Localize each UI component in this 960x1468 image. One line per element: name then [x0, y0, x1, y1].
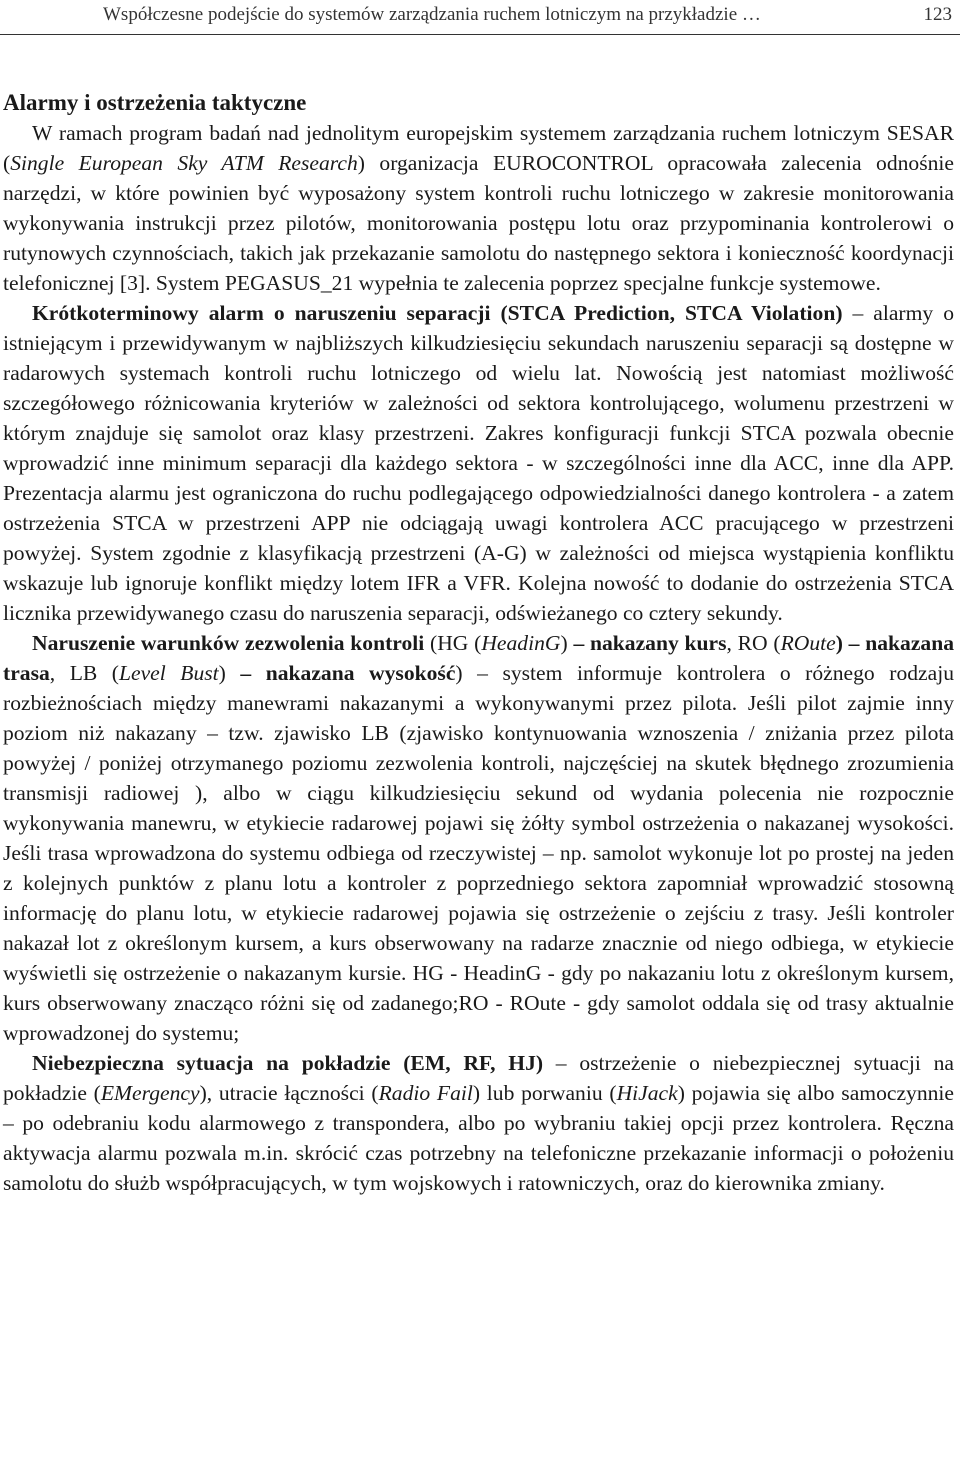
- page-content: [3, 88, 954, 1198]
- paragraph-clearance-s3: HeadinG: [481, 631, 561, 655]
- paragraph-emergency-s1: – ostrzeżenie o niebezpiecznej sytuacji na pokładzie (: [3, 1051, 954, 1105]
- paragraph-clearance-s7: ROute: [780, 631, 836, 655]
- paragraph-emergency-s7: ) pojawia się albo samoczynnie – po odebraniu kodu alarmowego z transpondera, albo po wybraniu takiej opcji przez kontrolera. Ręczna aktywacja alarmu pozwala m.in. skrócić czas potrzebny na telefoniczne przekazanie informacji o położeniu samolotu do służb współpracujących, w tym wojskowych i ratowniczych, oraz do kierownika zmiany.: [3, 1081, 955, 1195]
- paragraph-emergency-s5: ) lub porwaniu (: [472, 1081, 617, 1105]
- paragraph-clearance-s8: ) – nakazana trasa: [3, 631, 955, 685]
- page-number: 123: [923, 4, 952, 25]
- paragraph-clearance-s12: – nakazana wysokość: [240, 661, 456, 685]
- paragraph-sesar-text-a: W ramach program badań nad jednolitym europejskim systemem zarządzania ruchem lotniczym SESAR (: [3, 121, 954, 175]
- running-header-title: Współczesne podejście do systemów zarządzania ruchem lotniczym na przykładzie …: [103, 4, 761, 25]
- paragraph-emergency-s4: Radio Fail: [378, 1081, 473, 1105]
- running-header: [0, 0, 960, 35]
- paragraph-sesar-italic: Single European Sky ATM Research: [10, 151, 358, 175]
- paragraph-sesar-text-c: ) organizacja EUROCONTROL opracowała zalecenia odnośnie narzędzi, w które powinien być wyposażony system kontroli ruchu lotniczego w zakresie monitorowania wykonywania instrukcji przez pilotów, monitorowania postępu lotu oraz przypominania kontrolerowi o rutynowych czynnościach, takich jak przekazanie samolotu do następnego sektora i konieczność koordynacji telefonicznej [3]. System PEGASUS_21 wypełnia te zalecenia poprzez specjalne funkcje systemowe.: [3, 151, 954, 295]
- paragraph-clearance-term: Naruszenie warunków zezwolenia kontroli: [32, 631, 425, 655]
- paragraph-clearance-s5: – nakazany kurs: [573, 631, 727, 655]
- paragraph-clearance-s10: Level Bust: [119, 661, 219, 685]
- paragraph-emergency-term: Niebezpieczna sytuacja na pokładzie (EM, RF, HJ): [32, 1051, 544, 1075]
- paragraph-clearance-s6: , RO (: [726, 631, 781, 655]
- paragraph-emergency-s6: HiJack: [616, 1081, 678, 1105]
- paragraph-clearance-s2: (HG (: [424, 631, 482, 655]
- paragraph-clearance-s9: , LB (: [49, 661, 119, 685]
- paragraph-stca-text: – alarmy o istniejącym i przewidywanym w najbliższych kilkudziesięciu sekundach naruszeniu separacji są dostępne w radarowych systemach kontroli ruchu lotniczego od wielu lat. Nowością jest natomiast możliwość szczegółowego różnicowania kryteriów w zależności od sektora kontrolującego, wolumenu przestrzeni w którym znajduje się samolot oraz klasy przestrzeni. Zakres konfiguracji funkcji STCA pozwala obecnie wprowadzić inne minimum separacji dla każdego sektora - w szczególności inne dla ACC, inne dla APP. Prezentacja alarmu jest ograniczona do ruchu podlegającego odpowiedzialności danego kontrolera - a zatem ostrzeżenia STCA w przestrzeni APP nie odciągają uwagi kontrolera ACC pracującego w przestrzeni powyżej. System zgodnie z klasyfikacją przestrzeni (A-G) w zależności od miejsca wystąpienia konfliktu wskazuje lub ignoruje konflikt między lotem IFR a VFR. Kolejna nowość to dodanie do ostrzeżenia STCA licznika przewidywanego czasu do naruszenia separacji, odświeżanego co cztery sekundy.: [3, 301, 954, 625]
- paragraph-emergency-s3: ), utracie łączności (: [199, 1081, 379, 1105]
- paragraph-emergency-s2: EMergency: [100, 1081, 200, 1105]
- paragraph-stca-term: Krótkoterminowy alarm o naruszeniu separacji (STCA Prediction, STCA Violation): [32, 301, 843, 325]
- paragraph-clearance: [3, 628, 954, 1048]
- section-heading: Alarmy i ostrzeżenia taktyczne: [3, 90, 307, 115]
- paragraph-stca: [3, 298, 954, 628]
- paragraph-clearance-s4: ): [560, 631, 574, 655]
- paragraph-emergency: [3, 1048, 954, 1198]
- paragraph-clearance-s11: ): [218, 661, 241, 685]
- paragraph-sesar: [3, 118, 954, 298]
- paragraph-clearance-s13: ) – system informuje kontrolera o różnego rodzaju rozbieżnościach między manewrami nakazanymi a wykonywanymi przez pilota. Jeśli pilot zajmie inny poziom niż nakazany – tzw. zjawisko LB (zjawisko kontynuowania wznoszenia / zniżania przez pilota powyżej / poniżej otrzymanego poziomu zezwolenia kontroli, najczęściej na skutek błędnego zrozumienia transmisji radiowej ), albo w ciągu kilkudziesięciu sekund od wydania polecenia nie rozpocznie wykonywania manewru, w etykiecie radarowej pojawi się żółty symbol ostrzeżenia o nakazanej wysokości. Jeśli trasa wprowadzona do systemu odbiega od rzeczywistej – np. samolot wykonuje lot po prostej na jeden z kolejnych punktów z planu lotu a kontroler z poprzedniego sektora zapomniał wprowadzić stosowną informację do planu lotu, w etykiecie radarowej pojawia się ostrzeżenie o zejściu z trasy. Jeśli kontroler nakazał lot z określonym kursem, a kurs obserwowany na radarze znacznie od niego odbiega, w etykiecie wyświetli się ostrzeżenie o nakazanym kursie. HG - HeadinG - gdy po nakazaniu lotu z określonym kursem, kurs obserwowany znacząco różni się od zadanego;RO - ROute - gdy samolot oddala się od trasy aktualnie wprowadzonej do systemu;: [3, 661, 954, 1045]
